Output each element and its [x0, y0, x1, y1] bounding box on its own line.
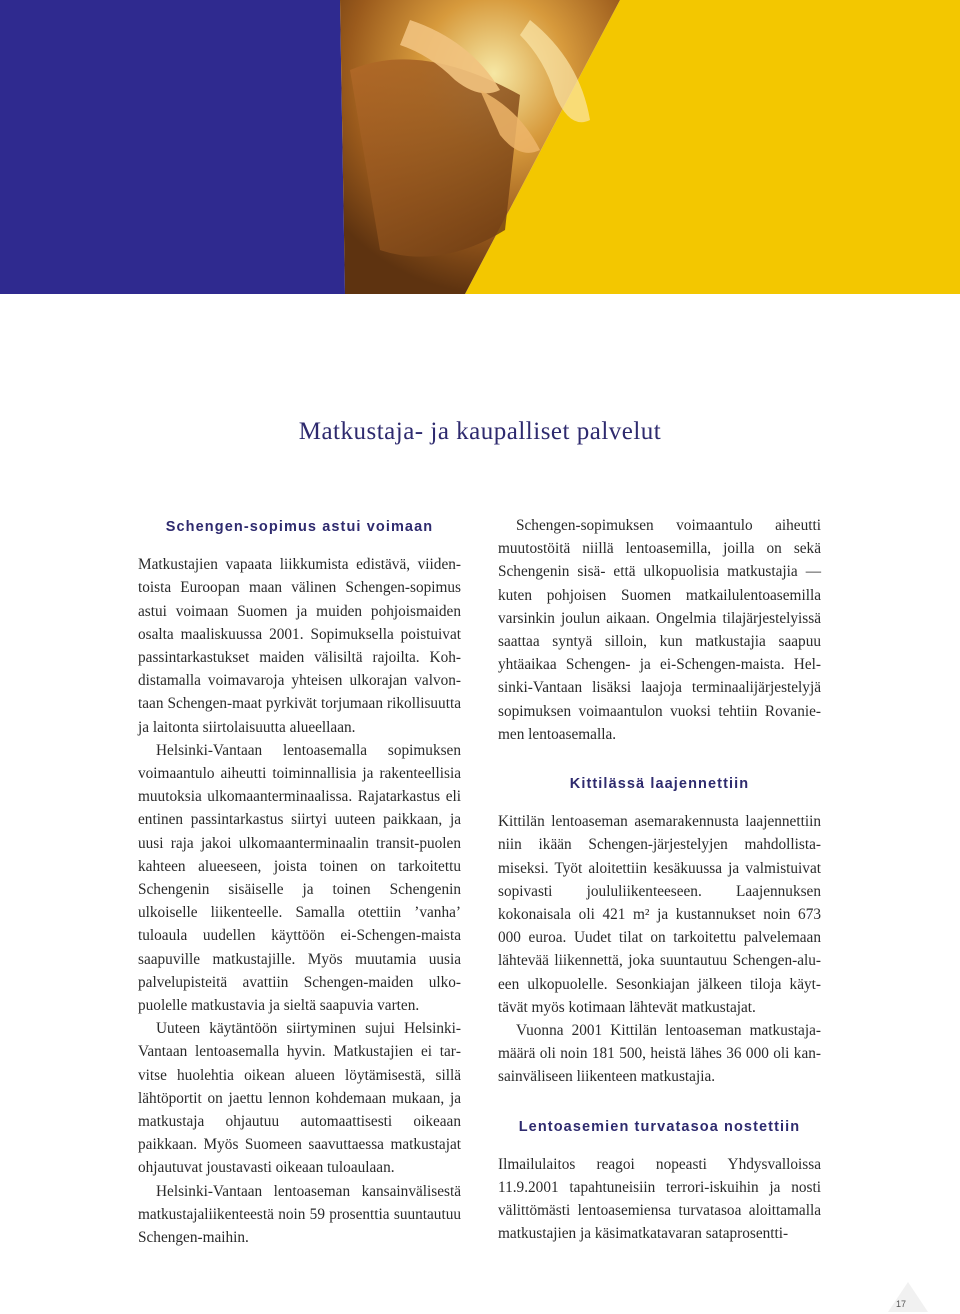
body-paragraph: Uuteen käytäntöön siirtyminen sujui Helsinki-Vantaan lentoasemalla hyvin. Matkustajien ei tarvitse huolehtia oikean alueen löytämisestä, sillä lähtöportit on jaettu lennon kohdemaan mukaan, ja matkustaja ohjautuu automaattisesti oikeaan paikkaan. Myös Suomeen saavuttaessa matkustajat ohjautuvat joustavasti oikeaan tuloaulaan. — [138, 1020, 461, 1177]
body-paragraph: Kittilän lentoaseman asemarakennusta laajennettiin niin ikään Schengen-järjestelyjen mahdollistamiseksi. Työt aloitettiin kesäkuussa ja valmistuivat sopivasti joululiikenteeseen. Laajennuksen kokonaisala oli 421 m² ja kustannukset noin 673 000 euroa. Uudet tilat on tarkoitettu palvelemaan lähtevää liikennettä, joka suuntautuu Schengen-alueen ulkopuolelle. Sesonkiajan jälkeen tiloja käyttävät myös kotimaan lähtevät matkustajat. — [498, 813, 821, 1016]
body-paragraph: Vuonna 2001 Kittilän lentoaseman matkustajamäärä oli noin 181 500, heistä lähes 36 000 oli kansainväliseen liikenteen matkustajia. — [498, 1022, 821, 1086]
body-paragraph: Matkustajien vapaata liikkumista edistävä, viidentoista Euroopan maan välinen Schengen-sopimus astui voimaan Suomen ja muiden pohjoismaiden osalta maaliskuussa 2001. Sopimuksella poistuivat passintarkastukset maiden välisiltä rajoilta. Kohdistamalla voimavaroja yhteisen ulkorajan valvontaan Schengen-maat pyrkivät torjumaan rikollisuutta ja laitonta siirtolaisuutta alueellaan. — [138, 556, 461, 736]
section-heading-kittila: Kittilässä laajennettiin — [569, 776, 750, 793]
body-paragraph: Ilmailulaitos reagoi nopeasti Yhdysvalloissa 11.9.2001 tapahtuneisiin terrori-iskuihin ja nosti välittömästi lentoasemiensa turvatasoa aloittamalla matkustajien ja käsimatkatavaran sataprosentti- — [498, 1155, 821, 1243]
right-column — [498, 514, 821, 1246]
page-number: 17 — [896, 1299, 907, 1309]
body-paragraph: Schengen-sopimuksen voimaantulo aiheutti muutostöitä niillä lentoasemilla, joilla on sekä Schengenin sisä- että ulkopuolisia matkustajia — kuten pohjoisen Suomen matkailulentoasemilla varsinkin joulun aikaan. Ongelmia tilajärjestelyissä saattaa syntyä silloin, kun matkustajia saapuu yhtäaikaa Schengen- ja ei-Schengen-maista. Helsinki-Vantaan lisäksi laajoja terminaalijärjestelyjä sopimuksen voimaantulon vuoksi tehtiin Rovaniemen lentoasemalla. — [498, 517, 821, 743]
page-title: Matkustaja- ja kaupalliset palvelut — [298, 418, 662, 445]
folio-triangle-icon — [888, 1282, 928, 1312]
body-paragraph: Helsinki-Vantaan lentoaseman kansainvälisestä matkustajaliikenteestä noin 59 prosenttia suuntautuu Schengen-maihin. — [138, 1182, 461, 1247]
header-image — [0, 0, 960, 294]
section-heading-schengen: Schengen-sopimus astui voimaan — [165, 519, 434, 535]
header-photo-graphic — [0, 0, 960, 294]
body-paragraph: Helsinki-Vantaan lentoasemalla sopimuksen voimaantulo aiheutti toiminnallisia ja rakenteellisia muutoksia ulkomaanterminaalissa. Rajatarkastus eli entinen passintarkastus siirtyi uuteen paikkaan, ja uusi raja jakoi ulkomaanterminaalin transit-puolen kahteen alueeseen, joista toinen on tarkoitettu Schengenin sisäiselle ja toinen Schengenin ulkoiselle liikenteelle. Samalla otettiin ’vanha’ tuloaula uudellen käyttöön ei-Schengen-maista saapuville matkustajille. Myös muutamia uusia palvelupisteitä avattiin Schengen-maiden ulkopuolelle matkustavia ja sieltä saapuvia varten. — [138, 741, 461, 1015]
section-heading-security: Lentoasemien turvatasoa nostettiin — [518, 1118, 801, 1135]
left-column — [138, 514, 461, 1249]
